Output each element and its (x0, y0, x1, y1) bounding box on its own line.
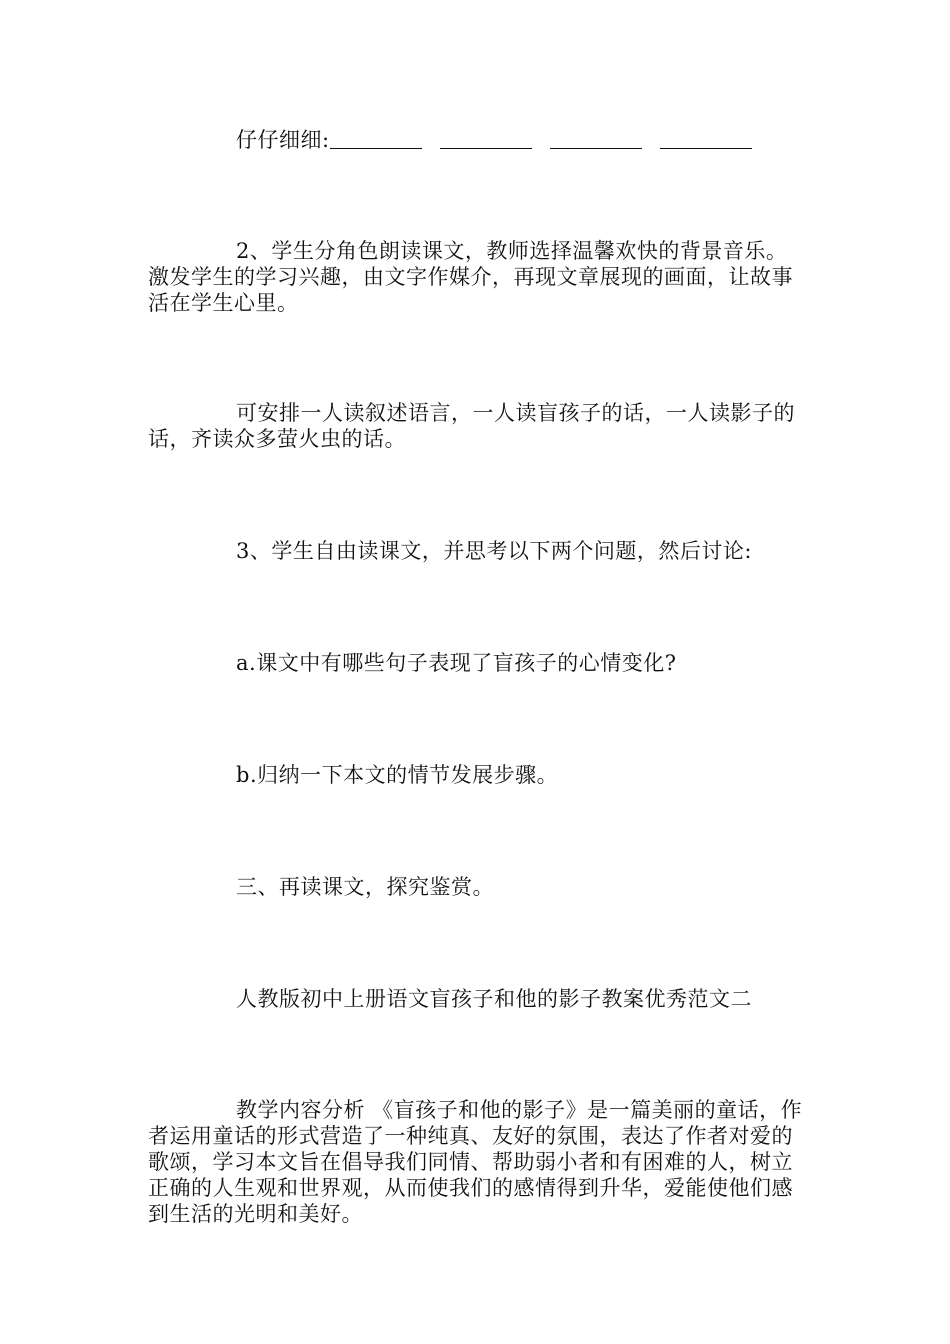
paragraph-reading-arrangement: 可安排一人读叙述语言，一人读盲孩子的话，一人读影子的话，齐读众多萤火虫的话。 (148, 401, 795, 451)
fill-in-line (148, 127, 808, 153)
blank-3 (550, 147, 642, 149)
section-title-example-two: 人教版初中上册语文盲孩子和他的影子教案优秀范文二 (236, 987, 752, 1011)
paragraph-content-analysis: 教学内容分析 《盲孩子和他的影子》是一篇美丽的童话，作者运用童话的形式营造了一种纯真、友好的氛围，表达了作者对爱的歌颂，学习本文旨在倡导我们同情、帮助弱小者和有困难的人，树立正确的人生观和世界观，从而使我们的感情得到升华，爱能使他们感到生活的光明和美好。 (148, 1098, 803, 1226)
blank-4 (660, 147, 752, 149)
blank-1 (330, 147, 422, 149)
question-b: b.归纳一下本文的情节发展步骤。 (236, 763, 559, 787)
question-a: a.课文中有哪些句子表现了盲孩子的心情变化? (236, 651, 677, 675)
section-heading-three: 三、再读课文，探究鉴赏。 (236, 875, 494, 899)
paragraph-role-reading: 2、学生分角色朗读课文，教师选择温馨欢快的背景音乐。激发学生的学习兴趣，由文字作媒介，再现文章展现的画面，让故事活在学生心里。 (148, 239, 793, 315)
blank-2 (440, 147, 532, 149)
fill-in-label: 仔仔细细: (236, 128, 330, 152)
paragraph-free-reading: 3、学生自由读课文，并思考以下两个问题，然后讨论: (236, 539, 752, 563)
